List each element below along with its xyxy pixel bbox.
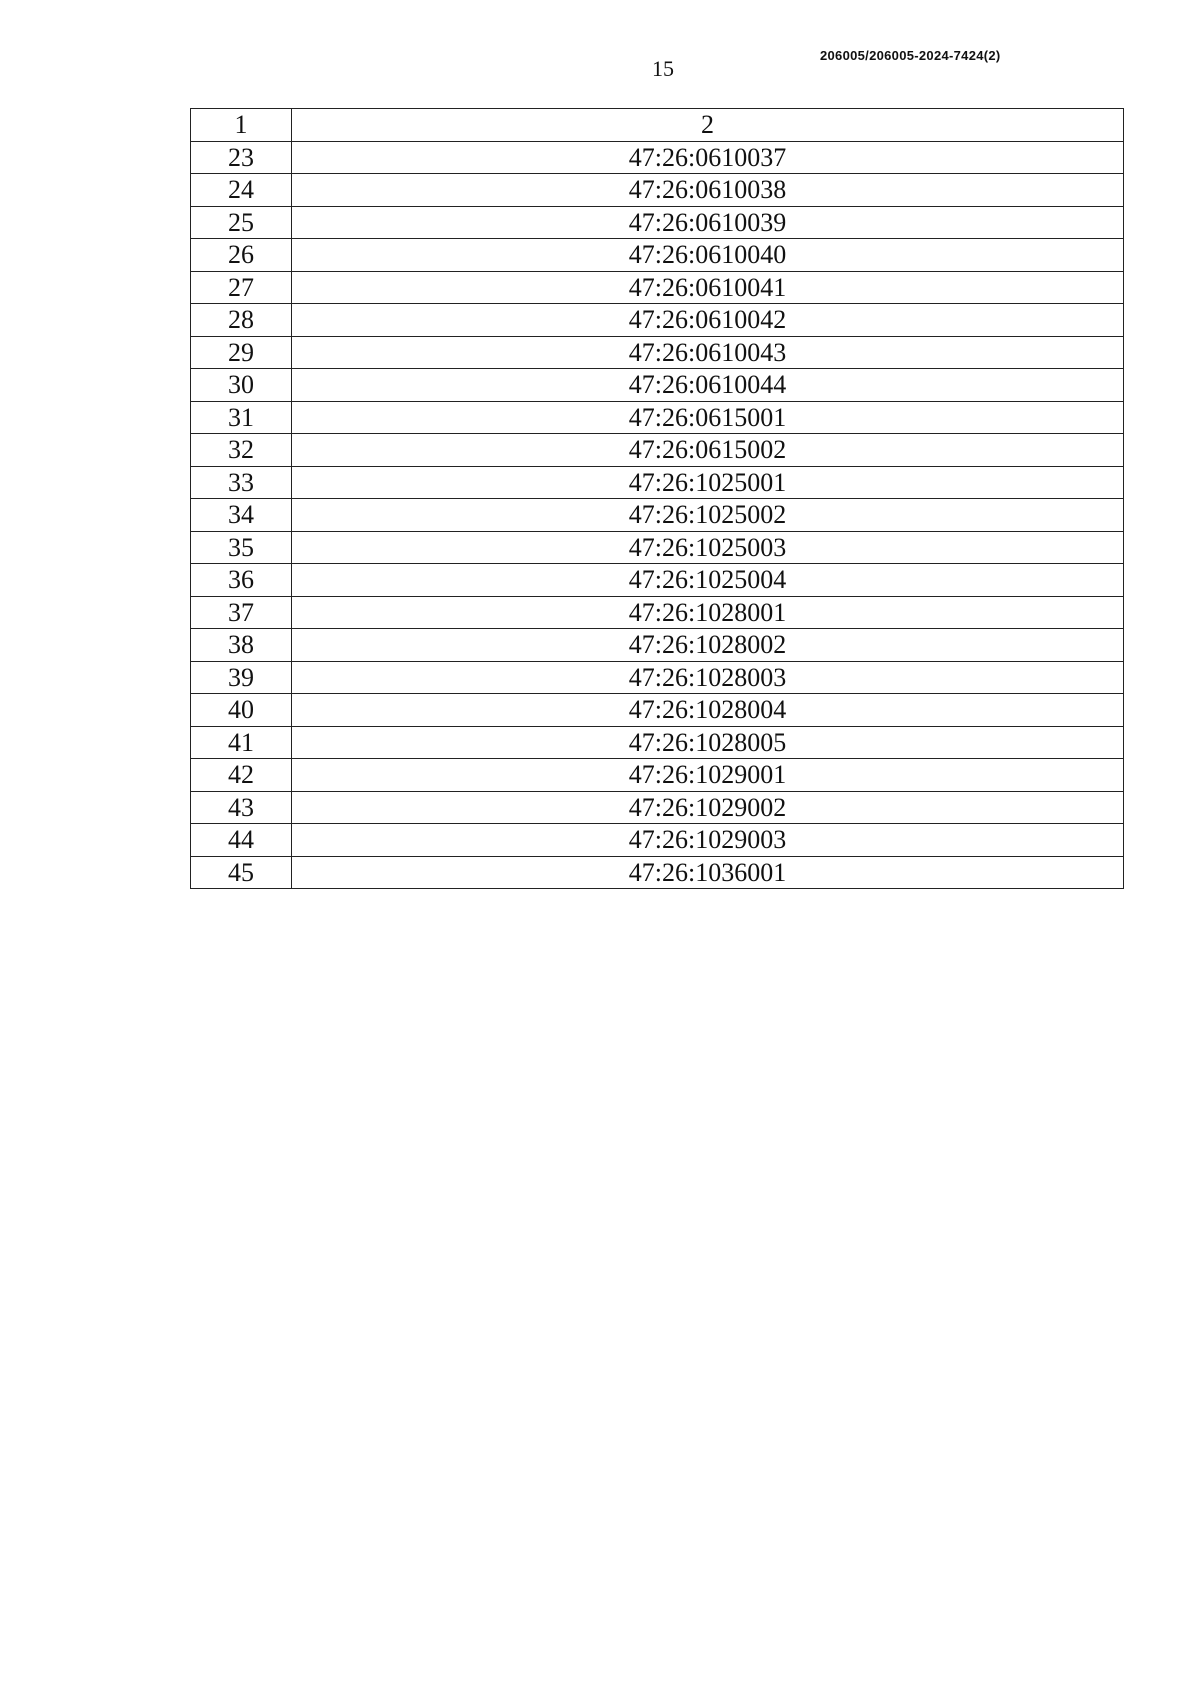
table-row [191, 824, 1124, 857]
row-number-cell: 43 [191, 791, 292, 824]
column-header-2: 2 [292, 109, 1124, 142]
row-number-cell: 37 [191, 596, 292, 629]
row-number-cell: 27 [191, 271, 292, 304]
row-number-cell: 42 [191, 759, 292, 792]
cadastral-number-cell: 47:26:1029003 [292, 824, 1124, 857]
row-number-cell: 26 [191, 239, 292, 272]
cadastral-number-cell: 47:26:1029001 [292, 759, 1124, 792]
table-row [191, 856, 1124, 889]
row-number-cell: 29 [191, 336, 292, 369]
row-number-cell: 33 [191, 466, 292, 499]
row-number-cell: 38 [191, 629, 292, 662]
table-row [191, 759, 1124, 792]
row-number-cell: 39 [191, 661, 292, 694]
table-row [191, 401, 1124, 434]
table-row [191, 564, 1124, 597]
table-row [191, 434, 1124, 467]
cadastral-number-cell: 47:26:1028004 [292, 694, 1124, 727]
row-number-cell: 25 [191, 206, 292, 239]
cadastral-number-cell: 47:26:0615001 [292, 401, 1124, 434]
table-row [191, 304, 1124, 337]
cadastral-number-cell: 47:26:0610038 [292, 174, 1124, 207]
cadastral-number-cell: 47:26:0615002 [292, 434, 1124, 467]
row-number-cell: 35 [191, 531, 292, 564]
page-number: 15 [652, 56, 674, 81]
cadastral-number-cell: 47:26:1028003 [292, 661, 1124, 694]
table-row [191, 369, 1124, 402]
row-number-cell: 41 [191, 726, 292, 759]
cadastral-number-cell: 47:26:0610042 [292, 304, 1124, 337]
cadastral-number-cell: 47:26:0610043 [292, 336, 1124, 369]
table-body [191, 141, 1124, 889]
cadastral-number-cell: 47:26:1028002 [292, 629, 1124, 662]
row-number-cell: 45 [191, 856, 292, 889]
row-number-cell: 24 [191, 174, 292, 207]
table-row [191, 596, 1124, 629]
cadastral-table [190, 108, 1124, 889]
table-row [191, 726, 1124, 759]
table-row [191, 661, 1124, 694]
row-number-cell: 28 [191, 304, 292, 337]
cadastral-number-cell: 47:26:1025002 [292, 499, 1124, 532]
row-number-cell: 44 [191, 824, 292, 857]
table-row [191, 629, 1124, 662]
column-header-1: 1 [191, 109, 292, 142]
table-header-row [191, 109, 1124, 142]
table-header [191, 109, 1124, 142]
table-row [191, 791, 1124, 824]
row-number-cell: 34 [191, 499, 292, 532]
table-row [191, 206, 1124, 239]
cadastral-number-cell: 47:26:1029002 [292, 791, 1124, 824]
cadastral-number-cell: 47:26:0610037 [292, 141, 1124, 174]
cadastral-number-cell: 47:26:1025004 [292, 564, 1124, 597]
table-row [191, 531, 1124, 564]
cadastral-number-cell: 47:26:1028001 [292, 596, 1124, 629]
table-row [191, 239, 1124, 272]
cadastral-number-cell: 47:26:1025003 [292, 531, 1124, 564]
row-number-cell: 32 [191, 434, 292, 467]
cadastral-number-cell: 47:26:1025001 [292, 466, 1124, 499]
document-id: 206005/206005-2024-7424(2) [820, 48, 1001, 63]
cadastral-number-cell: 47:26:1028005 [292, 726, 1124, 759]
table-row [191, 466, 1124, 499]
table-row [191, 336, 1124, 369]
row-number-cell: 30 [191, 369, 292, 402]
cadastral-number-cell: 47:26:0610040 [292, 239, 1124, 272]
table-row [191, 694, 1124, 727]
cadastral-number-cell: 47:26:0610041 [292, 271, 1124, 304]
row-number-cell: 23 [191, 141, 292, 174]
row-number-cell: 31 [191, 401, 292, 434]
cadastral-number-cell: 47:26:1036001 [292, 856, 1124, 889]
row-number-cell: 40 [191, 694, 292, 727]
cadastral-number-cell: 47:26:0610039 [292, 206, 1124, 239]
table-row [191, 141, 1124, 174]
table-row [191, 174, 1124, 207]
row-number-cell: 36 [191, 564, 292, 597]
cadastral-number-cell: 47:26:0610044 [292, 369, 1124, 402]
table-row [191, 271, 1124, 304]
table-row [191, 499, 1124, 532]
